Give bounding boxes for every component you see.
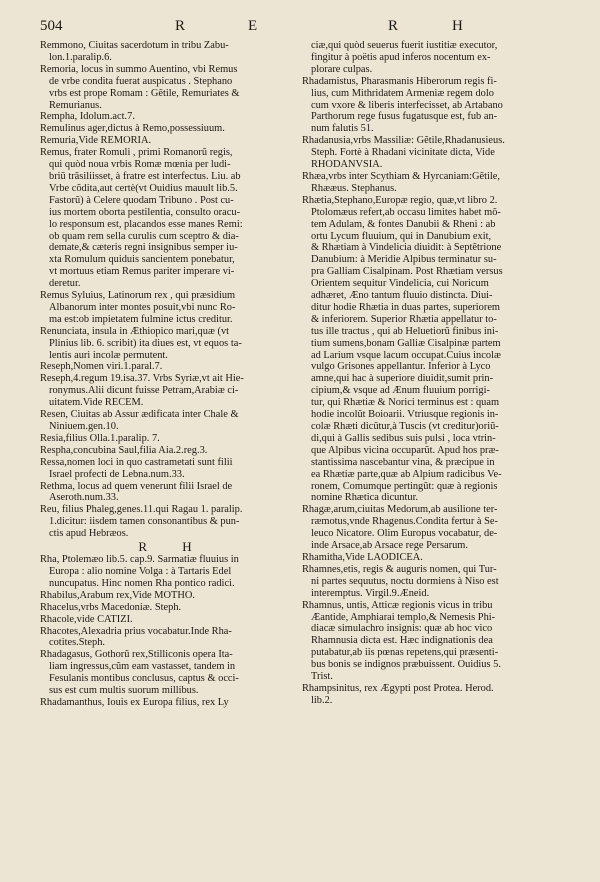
text-line: Steph. Fortè à Rhadani vicinitate dicta, Vide <box>311 147 495 159</box>
text-line: vrbs est prope Romam : Gẽtile, Remuriates & <box>49 87 240 99</box>
section-heading: R H <box>138 540 208 555</box>
text-line: 1.dicitur: iisdem tamen consonantibus & pun- <box>49 516 240 528</box>
text-line: Danubium: à Meridie Alpibus terminatur su- <box>311 254 497 266</box>
text-line: Ptolomæus refert,ab occasu limites habet mõ- <box>311 206 501 218</box>
text-line: Rhadanusia,vrbs Massiliæ: Gẽtile,Rhadanusieus. <box>302 135 505 147</box>
header-letter: E <box>248 18 260 34</box>
text-line: cipium,& vsque ad Ænum fluuium porrigi- <box>311 385 490 397</box>
text-line: cotites.Steph. <box>49 637 105 649</box>
text-line: Æantide, Amphiarai templo,& Nemesis Phi- <box>311 611 496 623</box>
text-line: & inferiorem. Superior Rhætia appellatur to- <box>311 313 497 325</box>
text-line: de vrbe condita fuerat auspicatus . Stephano <box>49 75 233 87</box>
text-line: Rhacelus,vrbs Macedoniæ. Steph. <box>40 601 182 613</box>
text-line: Parthorum rege fusus fugatusque est, fub an- <box>311 111 498 123</box>
text-line: ræmotus,vnde Rhagenus.Condita fertur à Se- <box>311 516 498 528</box>
text-line: lentis auri incolæ permutent. <box>49 349 168 361</box>
text-line: & Rhætiam à Vindelicia diuidit: à Septẽtrione <box>311 242 502 254</box>
text-line: fingitur à poëtis apud inferos nocentum ex- <box>311 51 491 63</box>
text-line: tur, qui Rhætiæ & Norici terminus est : quam <box>311 397 500 409</box>
text-line: sus est cum multis suorum millibus. <box>49 685 199 697</box>
text-line: tium sumens,bonam Galliæ Cisalpinæ partem <box>311 337 501 349</box>
text-line: Rhacotes,Alexadria prius vocabatur.Inde Rha- <box>40 625 232 637</box>
text-line: ius mortem oborta pestilentia, consulto oracu- <box>49 206 241 218</box>
text-line: Rhabilus,Arabum rex,Vide MOTHO. <box>40 589 195 601</box>
page-number: 504 <box>40 18 63 34</box>
text-line: Rhampsinitus, rex Ægypti post Protea. Herod. <box>302 682 494 694</box>
text-line: Rhamnusia dicta est. Hæc indignationis dea <box>311 635 493 647</box>
text-line: ortu Lycum fluuium, qui in Danubium exit, <box>311 230 492 242</box>
text-line: Rhadamanthus, Iouis ex Europa filius, rex Ly <box>40 696 229 708</box>
text-line: Rhadamistus, Pharasmanis Hiberorum regis fi- <box>302 75 497 87</box>
text-line: plorare culpas. <box>311 63 373 75</box>
text-line: vulgo Grisones appellantur. Inferior à Lyco <box>311 361 491 373</box>
text-line: ctis apud Hebræos. <box>49 528 129 540</box>
text-line: nuncupatus. Hinc nomen Rha pontico radici. <box>49 577 235 589</box>
text-line: Rha, Ptolemæo lib.5. cap.9. Sarmatiæ fluuius in <box>40 554 239 566</box>
text-line: Rhamnes,etis, regis & auguris nomen, qui Tur- <box>302 563 497 575</box>
text-line: RHODANVSIA. <box>311 159 383 171</box>
text-line: Respha,concubina Saul,filia Aia.2.reg.3. <box>40 444 208 456</box>
text-line: Resia,filius Olla.1.paralip. 7. <box>40 432 160 444</box>
text-line: Remus, frater Romuli , primi Romanorũ regis, <box>40 147 233 159</box>
text-line: que Alpibus vicina occuparũt. Apud hos præ- <box>311 444 499 456</box>
text-line: tem Adulam, & fontes Danubii & Rheni : ab <box>311 218 496 230</box>
text-line: Resen, Ciuitas ab Assur ædificata inter Chale & <box>40 409 239 421</box>
text-line: Reseph,Nomen viri.1.paral.7. <box>40 361 163 373</box>
text-line: Rhæa,vrbs inter Scythiam & Hyrcaniam:Gẽtile, <box>302 170 500 182</box>
text-line: Rhamitha,Vide LAODICEA. <box>302 551 423 563</box>
text-line: lo responsum est, placandos esse manes Remi: <box>49 218 243 230</box>
text-line: Reseph,4.regum 19.isa.37. Vrbs Syriæ,vt ait Hie- <box>40 373 244 385</box>
text-line: Niniuem.gen.10. <box>49 421 119 432</box>
text-line: ad Larium vsque lacum occupat.Cuius incolæ <box>311 349 501 361</box>
header-letter: H <box>452 18 465 34</box>
text-line: bus bonis se indignos præbuissent. Ouidius 5. <box>311 659 501 671</box>
text-line: demate,& cæteris regni insignibus semper iu- <box>49 242 238 254</box>
text-line: briũ trãsiliisset, à fratre est interfectus. Liu. ab <box>49 170 241 182</box>
text-line: Fesulanis montibus conclusus, captus & occi- <box>49 673 239 685</box>
text-line: Rhææus. Stephanus. <box>311 182 397 194</box>
text-line: interemptus. Virgil.9.Æneid. <box>311 587 430 599</box>
text-line: deretur. <box>49 278 81 290</box>
text-line: Rhætia,Stephano,Europæ regio, quæ,vt libro 2. <box>302 194 498 206</box>
text-line: ciæ,qui quòd seuerus fuerit iustitiæ executor, <box>311 40 498 51</box>
text-line: Plinius lib. 6. scribit) ita diues est, vt equos ta- <box>49 337 242 349</box>
text-line: Reu, filius Phaleg,genes.11.qui Ragau 1. paralip. <box>40 504 243 516</box>
text-line: cum vxore & liberis interfecisset, ab Artabano <box>311 99 503 111</box>
text-line: ea Rhætiæ parte,quæ ab Alpium radicibus Ve- <box>311 468 502 480</box>
text-line: Rhadagasus, Gothorũ rex,Stilliconis opera Ita- <box>40 649 233 661</box>
text-line: Rhagæ,arum,ciuitas Medorum,ab ausilione ter- <box>302 504 498 516</box>
text-line: inde Arsace,ab Arsace rege Persarum. <box>311 540 468 552</box>
text-line: colæ Rhæti dicũtur,à Tuscis (vt creditur)oriũ- <box>311 421 499 432</box>
text-line: nomine Rhætica dicuntur. <box>311 492 419 504</box>
text-line: diacæ simulachro insignis: quæ ab hoc vico <box>311 623 493 635</box>
text-line: ni partes sequutus, noctu dormiens à Niso est <box>311 575 499 587</box>
text-line: pra Galliam Cisalpinam. Post Rhætiam versus <box>311 266 503 278</box>
text-line: Remmono, Ciuitas sacerdotum in tribu Zabu- <box>40 40 229 51</box>
text-line: vt mortuus etiam Remus pariter imperare vi- <box>49 266 235 278</box>
text-line: Remulinus ager,dictus à Remo,possessiuum. <box>40 123 225 135</box>
text-line: num falutis 51. <box>311 123 374 135</box>
text-line: xta Romulum quiduis sancientem ponebatur, <box>49 254 235 266</box>
text-line: Albanorum inter montes posuit,vbi nunc Ro- <box>49 301 236 313</box>
text-line: Rhacole,vide CATIZI. <box>40 613 133 625</box>
text-line: Renunciata, insula in Æthiopico mari,quæ (vt <box>40 325 230 337</box>
text-line: ronymus.Alii dicunt fuisse Petram,Arabiæ ci- <box>49 385 239 397</box>
text-line: liam ingressus,cũm eam vastasset, tandem in <box>49 661 236 673</box>
text-line: Remuria,Vide REMORIA. <box>40 135 152 147</box>
text-line: ronem, Comumque pertingũt: quæ à regionis <box>311 480 498 492</box>
text-line: Fastorũ) à Celere quodam Tribuno . Post cu- <box>49 194 234 206</box>
text-line: Remoria, locus in summo Auentino, vbi Remus <box>40 63 238 75</box>
text-line: stantissima nascebantur vina, & præcipue in <box>311 456 495 468</box>
right-column <box>302 40 566 707</box>
text-line: Rempha, Idolum.act.7. <box>40 111 135 123</box>
text-line: Ressa,nomen loci in quo castrametati sunt filii <box>40 456 233 468</box>
text-line: di,qui à Gallis sedibus suis pulsi , loca vtrin- <box>311 432 496 444</box>
text-line: ditur hodie Rhætia in duas partes, superiorem <box>311 301 501 313</box>
text-line: Europa : alio nomine Volga : à Tartaris Edel <box>49 565 232 577</box>
text-line: Orientem sequitur Vindelicia, cui Noricum <box>311 278 489 290</box>
text-line: tus ille tractus , qui ab Heluetiorũ finibus ini- <box>311 325 499 337</box>
header-letter: R <box>175 18 188 34</box>
left-column <box>40 40 306 709</box>
text-line: amne,qui hac à superiore diuidit,sumit prin- <box>311 373 494 385</box>
text-line: lius, cum Mithridatem Armeniæ regem dolo <box>311 87 494 99</box>
text-line: lon.1.paralip.6. <box>49 51 112 63</box>
text-line: leuco Nicatore. Olim Europus vocabatur, de- <box>311 528 498 540</box>
text-line: putabatur,ab iis pœnas repetens,qui præsenti- <box>311 647 499 659</box>
text-line: Remurianus. <box>49 99 102 111</box>
text-line: Aseroth.num.33. <box>49 492 119 504</box>
text-line: Israel profecti de Lebna.num.33. <box>49 468 185 480</box>
text-line: Trist. <box>311 671 333 683</box>
text-line: qui quòd noua vrbis Romæ mœnia per ludi- <box>49 159 231 171</box>
running-header <box>0 18 600 40</box>
text-line: Remus Syluius, Latinorum rex , qui præsidium <box>40 290 236 302</box>
text-line: uitatem.Vide RECEM. <box>49 397 144 409</box>
text-line: Rhamnus, untis, Atticæ regionis vicus in tribu <box>302 599 493 611</box>
text-line: ob quam rem sella curulis cum sceptro & dia- <box>49 230 239 242</box>
text-line: adhæret, Æno tantum fluuio distincta. Diui- <box>311 290 493 302</box>
header-letter: R <box>388 18 401 34</box>
text-line: hodie incolũt Boioarii. Vtriusque regionis in- <box>311 409 499 421</box>
text-line: Vrbe cõdita,aut certè(vt Ouidius mauult lib.5. <box>49 182 238 194</box>
text-line: ma est:ob impietatem fulmine ictus creditur. <box>49 313 233 325</box>
text-line: Rethma, locus ad quem venerunt filii Israel de <box>40 480 233 492</box>
text-line: lib.2. <box>311 694 333 706</box>
